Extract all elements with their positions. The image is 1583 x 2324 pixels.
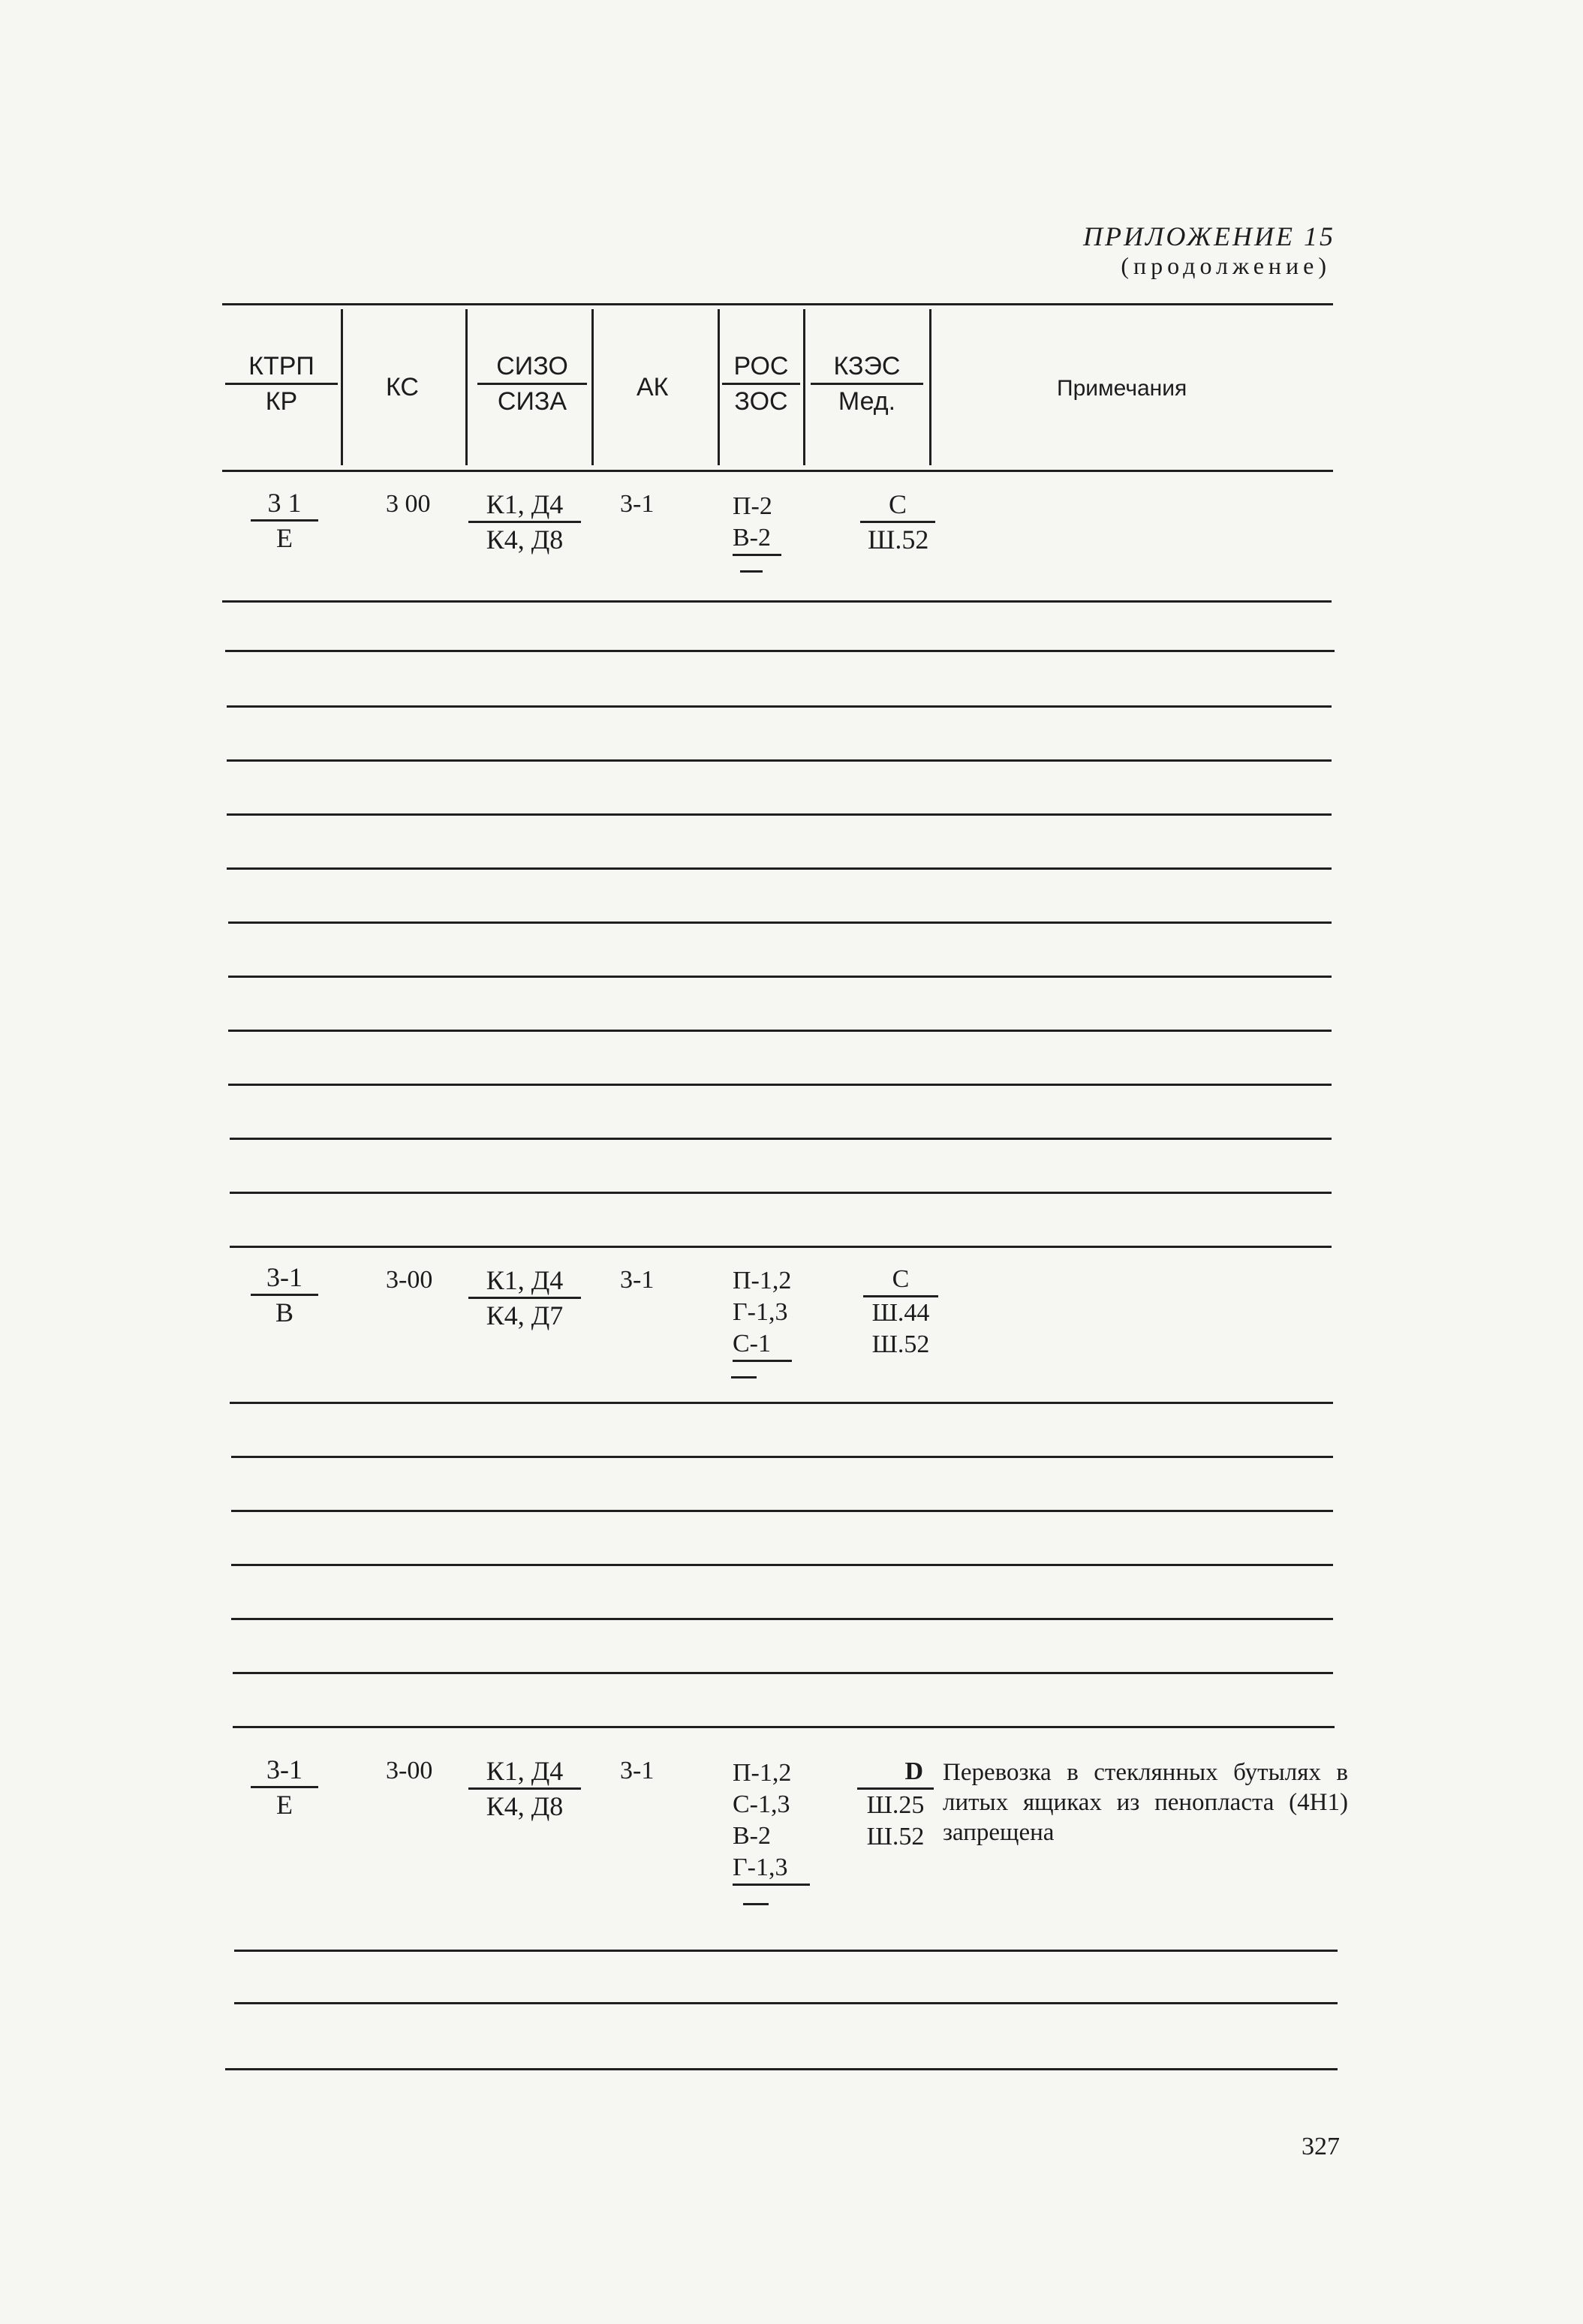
row2-kr: В <box>251 1294 318 1329</box>
row1-siza: К4, Д8 <box>468 521 581 556</box>
header-sizo-siza <box>477 350 587 418</box>
col-sep-3 <box>591 309 594 465</box>
rule <box>230 1246 1332 1248</box>
row3-kr: Е <box>251 1786 318 1821</box>
rule <box>231 1510 1333 1512</box>
header-ros-zos <box>722 350 800 418</box>
header-sizo: СИЗО <box>496 352 568 380</box>
row1-med: Ш.52 <box>860 521 935 556</box>
page-number: 327 <box>1302 2133 1340 2160</box>
row2-ktrp: 3-1 <box>266 1262 302 1292</box>
row3-kzes-med <box>857 1756 934 1853</box>
row3-ak: 3-1 <box>620 1757 655 1784</box>
header-kzes-med <box>811 350 923 418</box>
row2-ros-item: Г-1,3 <box>733 1298 788 1326</box>
header-kr: КР <box>225 383 338 418</box>
row1-kzes-med <box>860 488 935 556</box>
row2-ks: 3-00 <box>386 1266 433 1294</box>
row3-ros <box>733 1757 810 1886</box>
row2-kzes: С <box>863 1264 938 1297</box>
header-siza: СИЗА <box>477 383 587 418</box>
rule <box>230 1402 1333 1404</box>
row3-sizo-siza <box>468 1754 581 1823</box>
row1-sizo-siza <box>468 488 581 556</box>
col-sep-5 <box>803 309 805 465</box>
header-notes: Примечания <box>1057 376 1187 401</box>
row2-sizo-siza <box>468 1264 581 1332</box>
rule <box>222 600 1332 603</box>
rule <box>231 1618 1333 1620</box>
row3-kzes: D <box>857 1756 934 1790</box>
row3-sizo: К1, Д4 <box>486 1756 564 1786</box>
table-top-rule <box>222 303 1333 305</box>
row2-sizo: К1, Д4 <box>486 1265 564 1295</box>
row1-ros-dash <box>740 570 763 573</box>
rule <box>233 1726 1335 1728</box>
row3-ks: 3-00 <box>386 1757 433 1784</box>
rule <box>233 1672 1333 1674</box>
row2-ros-dash <box>731 1376 757 1378</box>
rule <box>230 1138 1332 1140</box>
row1-kzes: С <box>888 489 907 519</box>
row3-ros-item: П-1,2 <box>733 1759 792 1787</box>
rule <box>227 813 1332 816</box>
appendix-subtitle: (продолжение) <box>1121 252 1331 279</box>
header-ks: КС <box>386 373 419 401</box>
row3-ktrp: 3-1 <box>266 1754 302 1784</box>
row3-med: Ш.25 <box>866 1791 925 1819</box>
row1-sizo: К1, Д4 <box>486 489 564 519</box>
rule <box>228 1030 1332 1032</box>
row2-ktrp-kr <box>251 1261 318 1329</box>
col-sep-2 <box>465 309 468 465</box>
appendix-title: ПРИЛОЖЕНИЕ 15 <box>1083 221 1335 251</box>
col-sep-1 <box>341 309 343 465</box>
row1-ros-item: В-2 <box>733 522 781 556</box>
row1-kr: Е <box>251 519 318 555</box>
header-kzes: КЗЭС <box>833 352 901 380</box>
rule <box>227 705 1332 708</box>
header-zos: ЗОС <box>722 383 800 418</box>
row1-ks: 3 00 <box>386 490 431 518</box>
row1-ktrp: 3 1 <box>267 488 302 518</box>
row3-ktrp-kr <box>251 1753 318 1821</box>
header-med: Мед. <box>811 383 923 418</box>
rule <box>231 1456 1333 1458</box>
rule <box>228 976 1332 978</box>
col-sep-4 <box>718 309 720 465</box>
rule <box>225 2068 1338 2070</box>
header-ktrp: КТРП <box>248 352 314 380</box>
row1-ros <box>733 491 781 556</box>
row3-ros-item: С-1,3 <box>733 1790 790 1818</box>
rule <box>228 921 1332 924</box>
row3-med: Ш.52 <box>866 1823 925 1850</box>
rule <box>225 650 1335 652</box>
row2-ak: 3-1 <box>620 1266 655 1294</box>
row2-ros-item: П-1,2 <box>733 1267 792 1294</box>
rule <box>234 1950 1338 1952</box>
rule <box>231 1564 1333 1566</box>
rule <box>234 2002 1338 2004</box>
row3-ros-item: В-2 <box>733 1822 771 1850</box>
rule <box>227 759 1332 762</box>
rule <box>228 1084 1332 1086</box>
row2-ros <box>733 1265 792 1362</box>
col-sep-6 <box>929 309 931 465</box>
row2-med: Ш.44 <box>871 1299 930 1327</box>
row3-siza: К4, Д8 <box>468 1787 581 1823</box>
row3-ros-item: Г-1,3 <box>733 1852 810 1886</box>
header-ros: РОС <box>733 352 789 380</box>
row2-kzes-med <box>863 1264 938 1360</box>
row3-ros-dash <box>743 1903 769 1905</box>
row1-ak: 3-1 <box>620 490 655 518</box>
row1-ros-item: П-2 <box>733 492 772 520</box>
row2-ros-item: С-1 <box>733 1328 792 1362</box>
row3-note: Перевозка в стеклянных бутылях в литых ящиках из пенопласта (4Н1) запрещена <box>943 1759 1348 1846</box>
row2-siza: К4, Д7 <box>468 1297 581 1332</box>
rule <box>227 867 1332 870</box>
rule <box>230 1192 1332 1194</box>
header-ak: АК <box>637 373 669 401</box>
header-ktrp-kr <box>225 350 338 418</box>
row1-ktrp-kr <box>251 486 318 555</box>
row2-med: Ш.52 <box>871 1330 930 1358</box>
table-header-rule <box>222 470 1333 472</box>
